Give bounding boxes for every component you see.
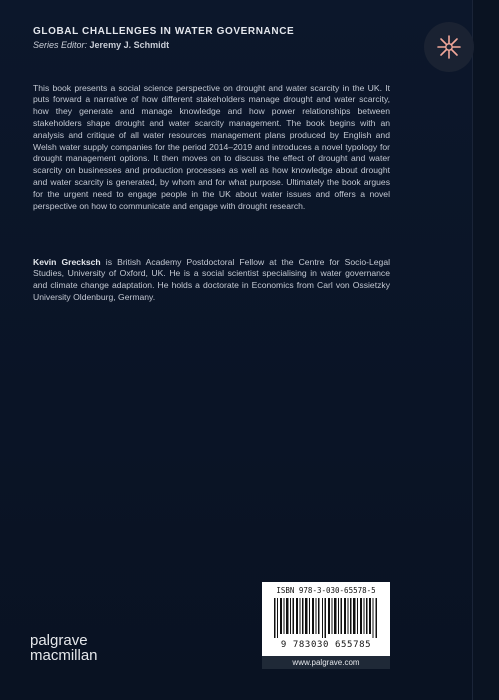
- isbn-label: ISBN 978-3-030-65578-5: [276, 586, 376, 595]
- barcode-icon: [274, 598, 378, 638]
- series-title: GLOBAL CHALLENGES IN WATER GOVERNANCE: [33, 26, 295, 37]
- publisher-wordmark: [30, 633, 98, 663]
- palgrave-star-icon: [436, 34, 462, 60]
- author-bio: [33, 257, 390, 304]
- author-bio-text: is British Academy Postdoctoral Fellow at the Centre for Socio-Legal Studies, University of Oxford, UK. He is a social scientist specialising in water governance and climate change adaptation. He holds a doctorate in Economics from Carl von Ossietzky University Oldenburg, Germany.: [33, 256, 391, 302]
- series-editor: [33, 40, 169, 50]
- author-name: Kevin Grecksch: [33, 256, 101, 267]
- publisher-line1: palgrave: [30, 632, 88, 649]
- publisher-line2: macmillan: [30, 647, 98, 664]
- publisher-website: www.palgrave.com: [262, 656, 390, 669]
- series-editor-label: Series Editor:: [33, 40, 88, 50]
- isbn-digits: 9 783030 655785: [280, 640, 372, 650]
- palgrave-logo: [424, 22, 474, 72]
- isbn-barcode: [262, 582, 390, 656]
- book-description: This book presents a social science perspective on drought and water scarcity in the UK. It puts forward a narrative of how different stakeholders manage drought and water scarcity, how they generate and manage knowledge and how power relationships between stakeholders shape drought and water scarcity management. The book begins with an analysis and critique of all water resources management plans produced by English and Welsh water supply companies for the period 2014–2019 and introduces a novel typology for drought management options. It then moves on to discuss the effect of drought and water scarcity on businesses and production processes as well as how knowledge about drought and water scarcity is generated, by whom and for what purpose. Ultimately the book argues for the urgent need to engage people in the UK about water issues and offers a novel perspective on how to communicate and engage with drought research.: [33, 82, 390, 211]
- series-editor-name: Jeremy J. Schmidt: [89, 40, 170, 50]
- spine-edge: [472, 0, 499, 700]
